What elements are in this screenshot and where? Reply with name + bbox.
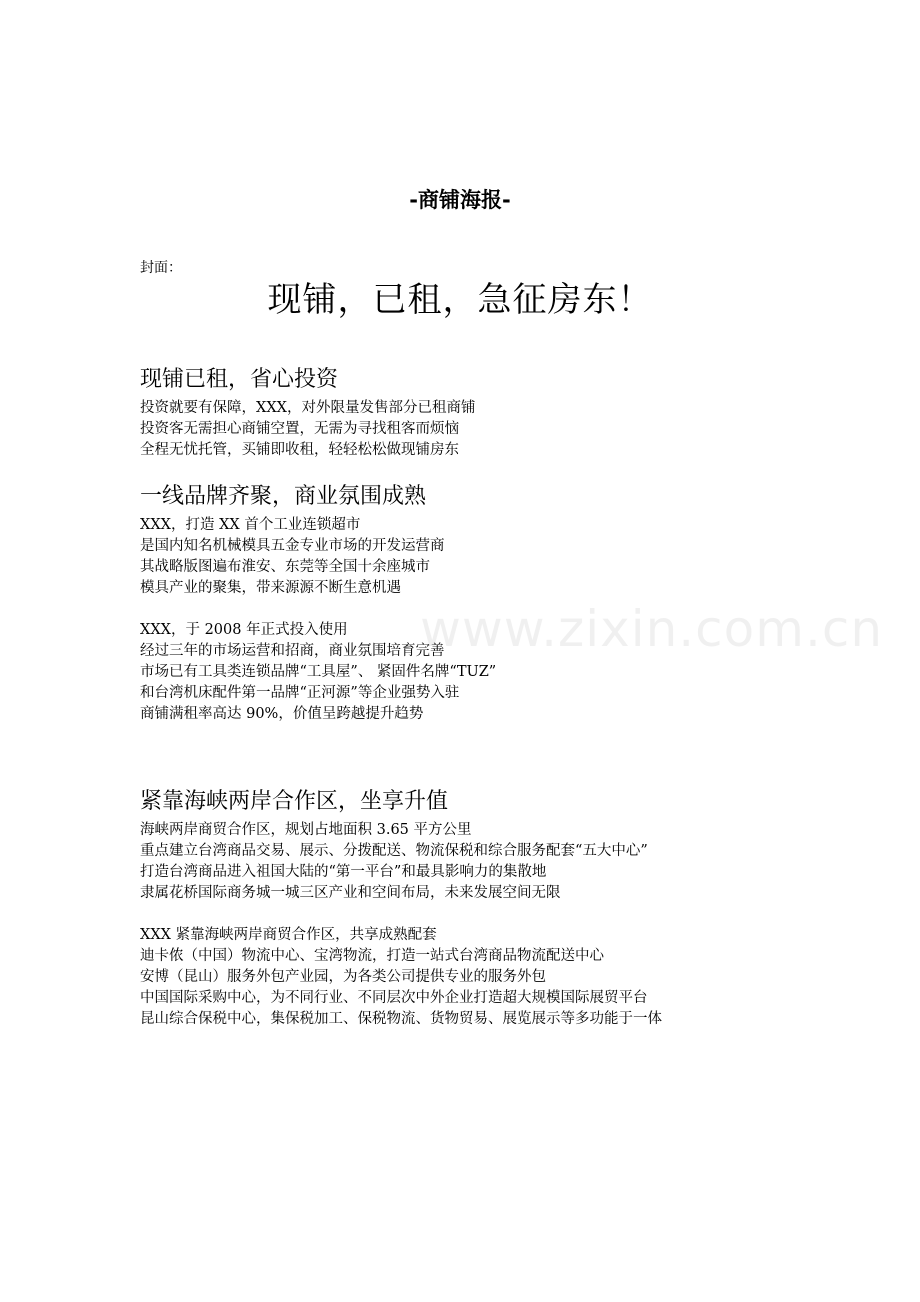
document-title: -商铺海报- xyxy=(409,188,511,212)
section-investment xyxy=(140,364,860,461)
text-line: 投资就要有保障，XXX，对外限量发售部分已租商铺 xyxy=(140,400,476,416)
text-line: 是国内知名机械模具五金专业市场的开发运营商 xyxy=(140,538,445,554)
text-line: 海峡两岸商贸合作区，规划占地面积 3.65 平方公里 xyxy=(140,822,472,838)
text-line: 商铺满租率高达 90%，价值呈跨越提升趋势 xyxy=(140,706,424,722)
text-line: 重点建立台湾商品交易、展示、分拨配送、物流保税和综合服务配套“五大中心” xyxy=(140,843,648,859)
section-brands xyxy=(140,481,860,725)
text-line: 安博（昆山）服务外包产业园，为各类公司提供专业的服务外包 xyxy=(140,969,546,985)
text-line: XXX，打造 XX 首个工业连锁超市 xyxy=(140,517,361,533)
text-line: 经过三年的市场运营和招商，商业氛围培育完善 xyxy=(140,643,445,659)
text-line: 打造台湾商品进入祖国大陆的“第一平台”和最具影响力的集散地 xyxy=(140,864,547,880)
text-line: XXX，于 2008 年正式投入使用 xyxy=(140,622,348,638)
cover-headline: 现铺，已租，急征房东！ xyxy=(267,280,653,320)
text-line: 和台湾机床配件第一品牌“正河源”等企业强势入驻 xyxy=(140,685,460,701)
section-title: 紧靠海峡两岸合作区，坐享升值 xyxy=(140,789,449,814)
text-line: 中国国际采购中心，为不同行业、不同层次中外企业打造超大规模国际展贸平台 xyxy=(140,990,648,1006)
section-cooperation-zone xyxy=(140,786,860,1030)
text-line: 其战略版图遍布淮安、东莞等全国十余座城市 xyxy=(140,559,430,575)
paragraph-gap xyxy=(140,599,860,620)
text-line: 迪卡侬（中国）物流中心、宝湾物流，打造一站式台湾商品物流配送中心 xyxy=(140,948,604,964)
text-line: 隶属花桥国际商务城一城三区产业和空间布局，未来发展空间无限 xyxy=(140,885,561,901)
cover-label: 封面： xyxy=(140,260,182,276)
section-title: 现铺已租，省心投资 xyxy=(140,367,339,392)
text-line: 全程无忧托管，买铺即收租，轻轻松松做现铺房东 xyxy=(140,442,459,458)
text-line: 市场已有工具类连锁品牌“工具屋”、 紧固件名牌“TUZ” xyxy=(140,664,497,680)
section-title: 一线品牌齐聚，商业氛围成熟 xyxy=(140,484,427,509)
paragraph-gap xyxy=(140,904,860,925)
text-line: 投资客无需担心商铺空置，无需为寻找租客而烦恼 xyxy=(140,421,459,437)
text-line: 昆山综合保税中心，集保税加工、保税物流、货物贸易、展览展示等多功能于一体 xyxy=(140,1011,662,1027)
text-line: 模具产业的聚集，带来源源不断生意机遇 xyxy=(140,580,401,596)
text-line: XXX 紧靠海峡两岸商贸合作区，共享成熟配套 xyxy=(140,927,437,943)
watermark: www.zixin.com.cn xyxy=(420,600,884,658)
